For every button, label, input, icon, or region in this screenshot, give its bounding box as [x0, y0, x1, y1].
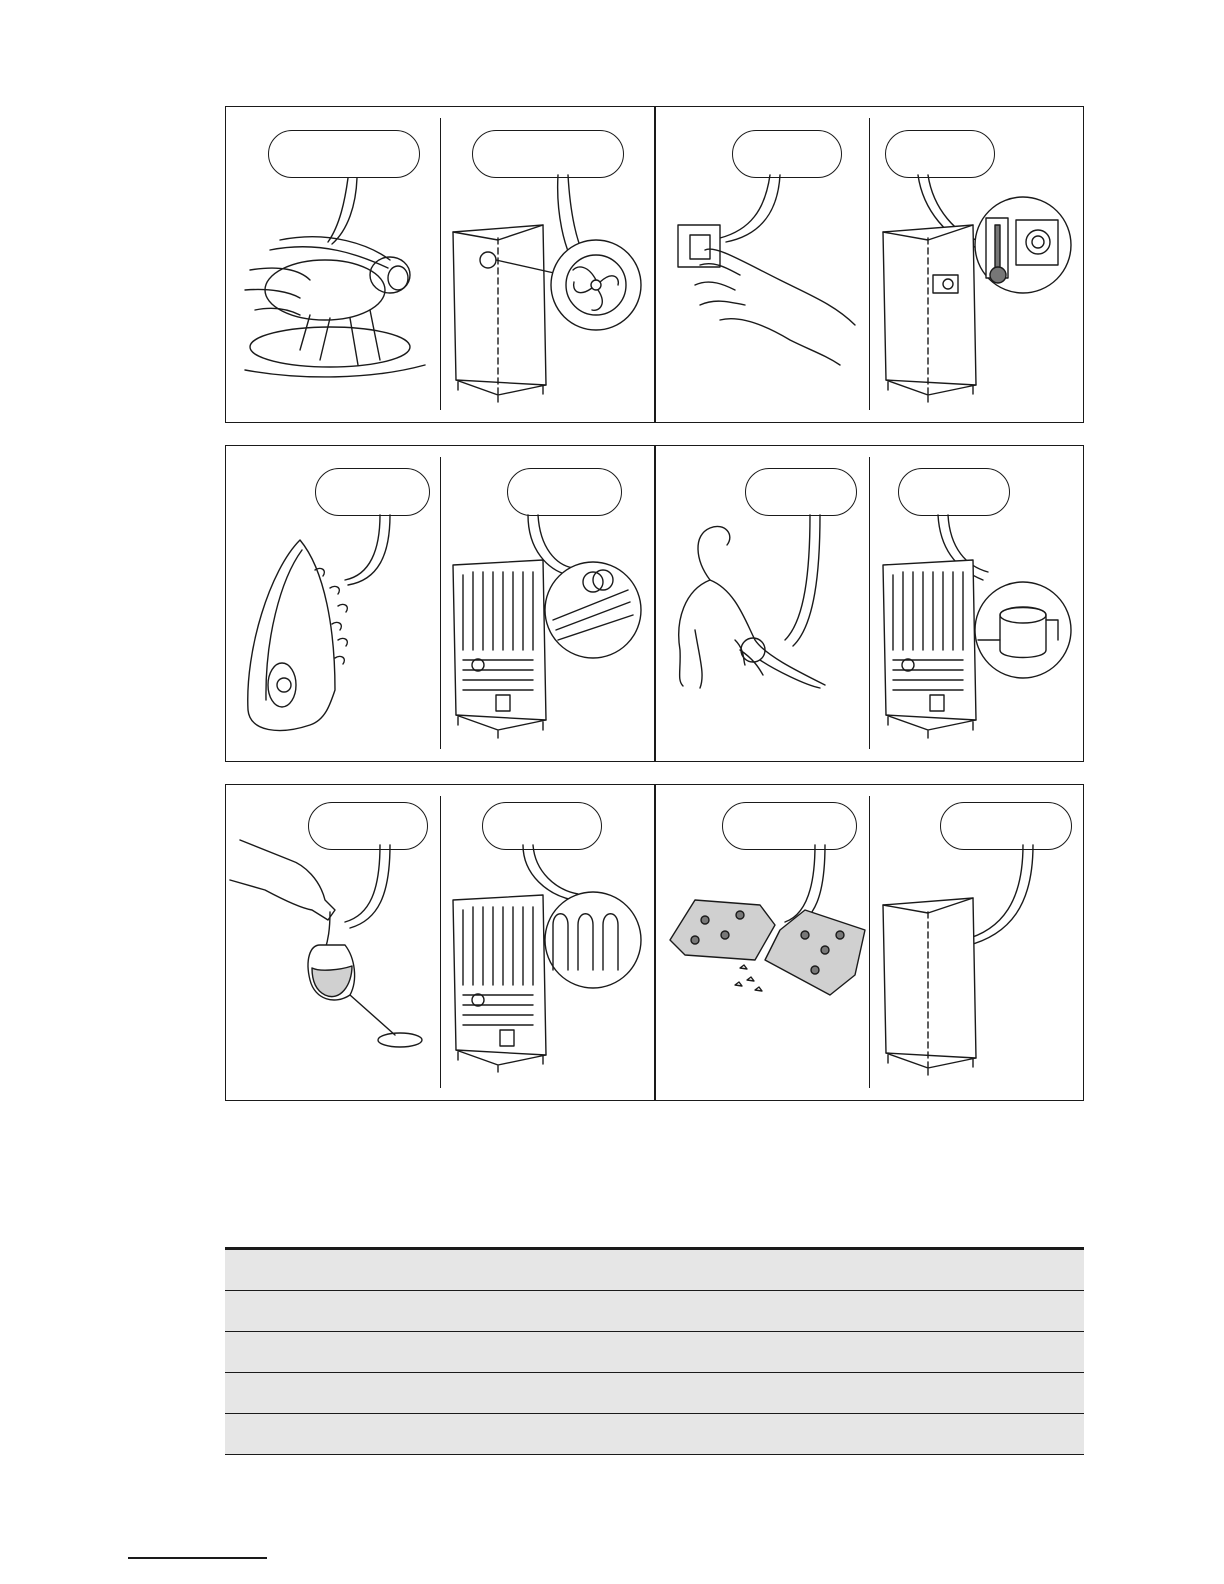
- speech-bubble: [315, 468, 430, 516]
- row-1-center-divider: [654, 106, 656, 423]
- compressor-icon: [878, 510, 1078, 750]
- row-3-center-divider: [654, 784, 656, 1101]
- coil-icon: [448, 510, 648, 750]
- speech-bubble: [745, 468, 857, 516]
- thermostat-icon: [878, 170, 1078, 410]
- steam-iron-icon: [240, 510, 440, 740]
- panel-5-split: [440, 796, 441, 1088]
- table-row: [225, 1291, 1084, 1332]
- panel-1-split: [440, 118, 441, 410]
- table-row: [225, 1250, 1084, 1291]
- fly-icon: [240, 170, 440, 390]
- fan-icon: [448, 170, 648, 410]
- footer-rule: [128, 1557, 267, 1559]
- wine-glass-icon: [230, 840, 430, 1055]
- row-2-center-divider: [654, 445, 656, 762]
- hand-switch-icon: [670, 170, 870, 370]
- pipes-icon: [448, 840, 648, 1080]
- speech-bubble: [507, 468, 622, 516]
- stretching-cat-icon: [665, 510, 865, 710]
- table-row: [225, 1332, 1084, 1373]
- speech-bubble: [898, 468, 1010, 516]
- panel-4-split: [869, 457, 870, 749]
- cracker-icon: [665, 840, 870, 1010]
- data-table: [225, 1247, 1084, 1455]
- table-row: [225, 1373, 1084, 1414]
- table-row: [225, 1414, 1084, 1455]
- cabinet-icon: [878, 840, 1078, 1085]
- panel-3-split: [440, 457, 441, 749]
